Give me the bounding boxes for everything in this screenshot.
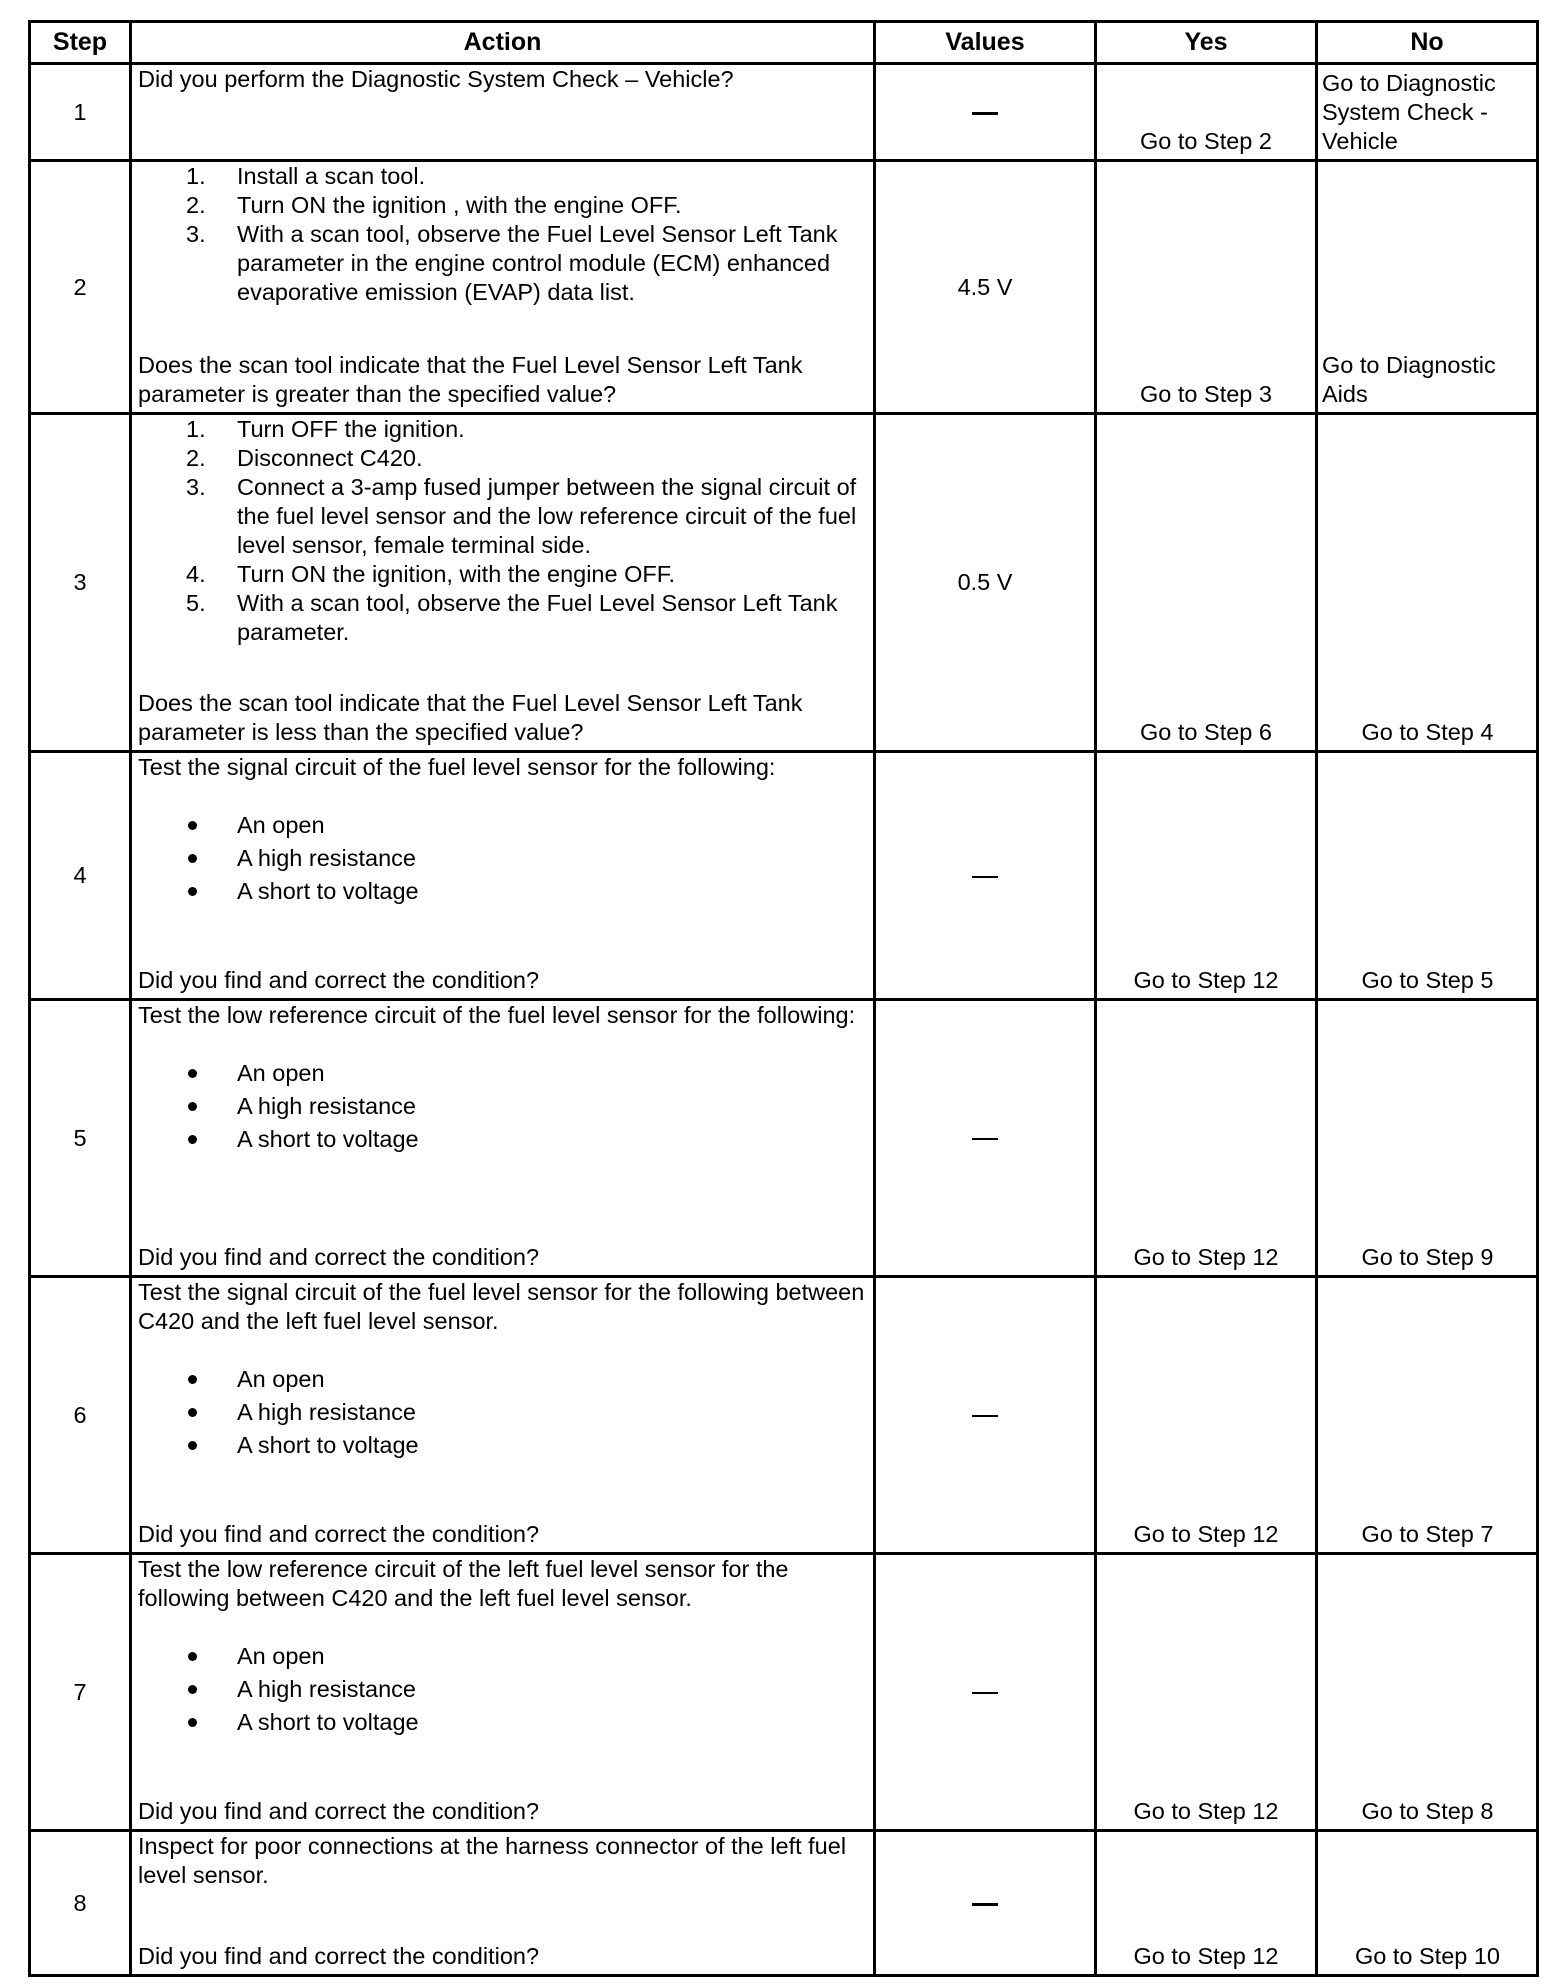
no-cell: Go to Step 10 <box>1317 1831 1538 1976</box>
list-item: An open <box>138 809 865 842</box>
list-item: A high resistance <box>138 1396 865 1429</box>
condition-list <box>138 1363 865 1462</box>
action-question: Did you find and correct the condition? <box>138 1798 540 1824</box>
bullet-icon <box>188 1135 197 1144</box>
no-line: Go to Diagnostic <box>1322 352 1496 378</box>
bullet-icon <box>188 1441 197 1450</box>
yes-cell: Go to Step 12 <box>1096 1831 1317 1976</box>
action-intro: Inspect for poor connections at the harness connector of the left fuel level sensor. <box>138 1833 847 1888</box>
yes-cell: Go to Step 12 <box>1096 1000 1317 1277</box>
list-item: A short to voltage <box>138 1706 865 1739</box>
action-question: Does the scan tool indicate that the Fuel Level Sensor Left Tank parameter is less than the specified value? <box>138 690 803 745</box>
action-question: Did you find and correct the condition? <box>138 1521 540 1547</box>
yes-cell: Go to Step 12 <box>1096 1554 1317 1831</box>
no-cell: Go to Step 8 <box>1317 1554 1538 1831</box>
value-dash <box>972 1903 998 1906</box>
list-item: 1. Install a scan tool. <box>186 163 426 189</box>
bullet-icon <box>188 1102 197 1111</box>
step-number: 1 <box>30 64 131 161</box>
bullet-icon <box>188 821 197 830</box>
instruction-list <box>138 415 865 647</box>
list-item: 5. With a scan tool, observe the Fuel Level Sensor Left Tank parameter. <box>186 590 838 645</box>
list-item: 2. Turn ON the ignition , with the engine OFF. <box>186 192 682 218</box>
value-dash <box>972 1692 998 1694</box>
yes-cell: Go to Step 6 <box>1096 414 1317 752</box>
value-cell: 0.5 V <box>875 414 1096 752</box>
bullet-icon <box>188 1652 197 1661</box>
diagnostic-table <box>28 20 1539 1977</box>
list-item: A short to voltage <box>138 1429 865 1462</box>
table-row <box>30 161 1538 414</box>
action-question: Did you perform the Diagnostic System Check – Vehicle? <box>138 66 734 92</box>
bullet-icon <box>188 887 197 896</box>
value-cell <box>875 1831 1096 1976</box>
step-number: 6 <box>30 1277 131 1554</box>
list-item: 3. With a scan tool, observe the Fuel Level Sensor Left Tank parameter in the engine control module (ECM) enhanced evaporative emission (EVAP) data list. <box>186 221 838 305</box>
no-cell: Go to Step 9 <box>1317 1000 1538 1277</box>
no-line: Aids <box>1322 381 1368 407</box>
action-question: Did you find and correct the condition? <box>138 1244 540 1270</box>
value-cell <box>875 752 1096 1000</box>
table-row <box>30 1554 1538 1831</box>
condition-list <box>138 1640 865 1739</box>
no-cell <box>1317 64 1538 161</box>
step-number: 5 <box>30 1000 131 1277</box>
bullet-icon <box>188 854 197 863</box>
header-yes: Yes <box>1096 22 1317 64</box>
list-item: A high resistance <box>138 1673 865 1706</box>
bullet-icon <box>188 1408 197 1417</box>
step-number: 2 <box>30 161 131 414</box>
yes-cell: Go to Step 3 <box>1096 161 1317 414</box>
step-number: 3 <box>30 414 131 752</box>
instruction-list <box>138 162 865 307</box>
yes-cell: Go to Step 12 <box>1096 752 1317 1000</box>
action-cell <box>131 1554 875 1831</box>
action-cell <box>131 1277 875 1554</box>
header-step: Step <box>30 22 131 64</box>
action-cell <box>131 752 875 1000</box>
table-row <box>30 64 1538 161</box>
bullet-icon <box>188 1718 197 1727</box>
action-cell <box>131 1000 875 1277</box>
list-item: An open <box>138 1640 865 1673</box>
list-item: A high resistance <box>138 842 865 875</box>
value-dash <box>972 1415 998 1417</box>
value-cell <box>875 1000 1096 1277</box>
table-row <box>30 1000 1538 1277</box>
yes-cell: Go to Step 12 <box>1096 1277 1317 1554</box>
value-cell <box>875 1554 1096 1831</box>
list-item: A short to voltage <box>138 1123 865 1156</box>
no-line: Go to Diagnostic <box>1322 70 1496 96</box>
table-row <box>30 1277 1538 1554</box>
action-cell <box>131 414 875 752</box>
action-question: Did you find and correct the condition? <box>138 967 540 993</box>
list-item: An open <box>138 1363 865 1396</box>
action-intro: Test the signal circuit of the fuel level sensor for the following between C420 and the left fuel level sensor. <box>138 1279 865 1334</box>
no-line: System Check - <box>1322 99 1488 125</box>
action-question: Does the scan tool indicate that the Fuel Level Sensor Left Tank parameter is greater than the specified value? <box>138 352 803 407</box>
header-no: No <box>1317 22 1538 64</box>
bullet-icon <box>188 1069 197 1078</box>
value-dash <box>972 876 998 878</box>
table-row <box>30 752 1538 1000</box>
table-row <box>30 1831 1538 1976</box>
header-values: Values <box>875 22 1096 64</box>
list-item: 3. Connect a 3-amp fused jumper between the signal circuit of the fuel level sensor and the low reference circuit of the fuel level sensor, female terminal side. <box>186 474 857 558</box>
bullet-icon <box>188 1375 197 1384</box>
condition-list <box>138 809 865 908</box>
no-cell: Go to Step 5 <box>1317 752 1538 1000</box>
action-question: Did you find and correct the condition? <box>138 1943 540 1969</box>
no-line: Vehicle <box>1322 128 1398 154</box>
list-item: An open <box>138 1057 865 1090</box>
list-item: 1. Turn OFF the ignition. <box>186 416 465 442</box>
value-cell <box>875 1277 1096 1554</box>
table-row <box>30 414 1538 752</box>
step-number: 7 <box>30 1554 131 1831</box>
value-dash <box>972 112 998 115</box>
step-number: 8 <box>30 1831 131 1976</box>
header-row <box>30 22 1538 64</box>
list-item: 4. Turn ON the ignition, with the engine OFF. <box>186 561 676 587</box>
condition-list <box>138 1057 865 1156</box>
step-number: 4 <box>30 752 131 1000</box>
action-intro: Test the signal circuit of the fuel level sensor for the following: <box>138 754 776 780</box>
bullet-icon <box>188 1685 197 1694</box>
yes-cell: Go to Step 2 <box>1096 64 1317 161</box>
no-cell <box>1317 161 1538 414</box>
value-dash <box>972 1138 998 1140</box>
action-cell <box>131 161 875 414</box>
no-cell: Go to Step 4 <box>1317 414 1538 752</box>
list-item: 2. Disconnect C420. <box>186 445 423 471</box>
value-cell <box>875 64 1096 161</box>
no-cell: Go to Step 7 <box>1317 1277 1538 1554</box>
action-intro: Test the low reference circuit of the fuel level sensor for the following: <box>138 1002 856 1028</box>
action-cell <box>131 64 875 161</box>
header-action: Action <box>131 22 875 64</box>
action-cell <box>131 1831 875 1976</box>
action-intro: Test the low reference circuit of the left fuel level sensor for the following between C420 and the left fuel level sensor. <box>138 1556 789 1611</box>
list-item: A short to voltage <box>138 875 865 908</box>
value-cell: 4.5 V <box>875 161 1096 414</box>
list-item: A high resistance <box>138 1090 865 1123</box>
